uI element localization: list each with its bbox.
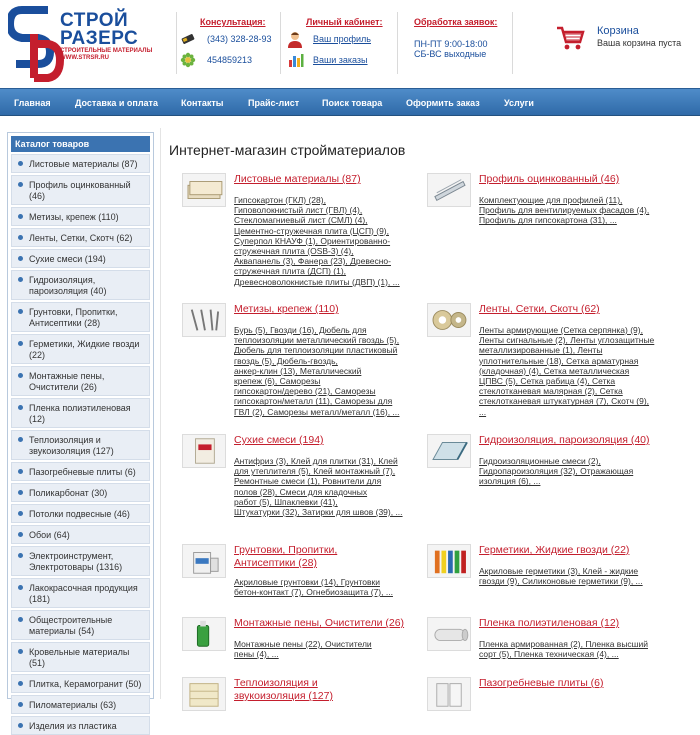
subcategory-line[interactable]: Аквапанель (3), Фанера (23), Древесно- bbox=[234, 256, 391, 267]
subcategory-line[interactable]: для утеплителя (5), Клей монтажный (7), bbox=[234, 466, 396, 477]
subcategory-line[interactable]: Ленты сигнальные (2), Ленты углозащитные bbox=[479, 335, 655, 346]
bullet-icon bbox=[18, 490, 23, 495]
category-title-link[interactable]: Листовые материалы (87) bbox=[234, 173, 361, 185]
subcategory-line[interactable]: крепеж (6), Саморезы bbox=[234, 376, 321, 387]
subcategory-line[interactable]: Профиль для гипсокартона (31), ... bbox=[479, 215, 617, 226]
sidebar-item-label: Поликарбонат (30) bbox=[29, 488, 108, 498]
subcategory-line[interactable]: Гидроизоляционные смеси (2), bbox=[479, 456, 601, 466]
sidebar-item-label: Пазогребневые плиты (6) bbox=[29, 467, 136, 477]
subcategory-links[interactable] bbox=[479, 325, 659, 417]
logo-url: WWW.STRSR.RU bbox=[60, 55, 109, 61]
subcategory-line[interactable]: Гидропароизоляция (32), Отражающая bbox=[479, 466, 634, 477]
site-logo[interactable] bbox=[8, 4, 158, 82]
sidebar-item-label: Герметики, Жидкие гвозди (22) bbox=[29, 339, 140, 360]
subcategory-links[interactable] bbox=[479, 639, 659, 659]
subcategory-line[interactable]: стружечная плита (OSB-3) (4), bbox=[234, 246, 354, 257]
bullet-icon bbox=[18, 235, 23, 240]
icq-icon bbox=[180, 52, 196, 68]
subcategory-line[interactable]: Суперпол КНАУФ (1), Ориентированно- bbox=[234, 235, 391, 246]
sidebar-item[interactable] bbox=[11, 716, 150, 735]
sidebar-item[interactable] bbox=[11, 207, 150, 226]
bullet-icon bbox=[18, 341, 23, 346]
sidebar-item[interactable] bbox=[11, 154, 150, 173]
sidebar-item[interactable] bbox=[11, 430, 150, 460]
subcategory-links[interactable] bbox=[479, 456, 659, 487]
cabinet-title: Личный кабинет: bbox=[306, 17, 383, 27]
sidebar-item[interactable] bbox=[11, 504, 150, 523]
nav-home[interactable]: Главная bbox=[14, 98, 51, 108]
logo-mark-icon bbox=[8, 4, 68, 82]
site-header bbox=[0, 0, 700, 88]
consult-title: Консультация: bbox=[200, 17, 266, 27]
weekend-hours: СБ-ВС выходные bbox=[414, 49, 487, 59]
sidebar-item[interactable] bbox=[11, 642, 150, 672]
subcategory-line[interactable]: Стекломагниевый лист (СМЛ) (4), bbox=[234, 215, 368, 226]
sidebar-item-label: Ленты, Сетки, Скотч (62) bbox=[29, 233, 133, 243]
subcategory-line[interactable]: Ремонтные смеси (1), Ровнители для bbox=[234, 476, 382, 487]
sidebar-item-label: Метизы, крепеж (110) bbox=[29, 212, 119, 222]
category-screws-icon[interactable] bbox=[182, 303, 226, 337]
category-bucket-icon[interactable] bbox=[182, 544, 226, 578]
category-title-link[interactable]: Герметики, Жидкие гвозди (22) bbox=[479, 544, 630, 556]
subcategory-line[interactable]: Антифриз (3), Клей для плитки (31), Клей bbox=[234, 456, 398, 466]
bullet-icon bbox=[18, 437, 23, 442]
subcategory-links[interactable] bbox=[234, 195, 414, 287]
sidebar-item-label: Гидроизоляция, пароизоляция (40) bbox=[29, 275, 107, 296]
bullet-icon bbox=[18, 309, 23, 314]
subcategory-line[interactable]: Профиль для вентилируемых фасадов (4), bbox=[479, 205, 650, 216]
nav-price-list[interactable]: Прайс-лист bbox=[248, 98, 300, 108]
nav-checkout[interactable]: Оформить заказ bbox=[406, 98, 480, 108]
sidebar-item[interactable] bbox=[11, 175, 150, 205]
logo-text-line1: СТРОЙ bbox=[60, 10, 129, 31]
bullet-icon bbox=[18, 214, 23, 219]
subcategory-line[interactable]: Цементно-стружечная плита (ЦСП) (9), bbox=[234, 225, 389, 236]
category-title-link[interactable]: Профиль оцинкованный (46) bbox=[479, 173, 620, 185]
sidebar-item-label: Потолки подвесные (46) bbox=[29, 509, 130, 519]
bullet-icon bbox=[18, 553, 23, 558]
subcategory-line[interactable]: Дюбель для теплоизоляции пластиковый bbox=[234, 345, 398, 356]
sidebar-item[interactable] bbox=[11, 334, 150, 364]
working-hours: ПН-ПТ 9:00-18:00 bbox=[414, 39, 488, 49]
subcategory-line[interactable]: Комплектующие для профилей (11), bbox=[479, 195, 623, 205]
sidebar-item[interactable] bbox=[11, 302, 150, 332]
subcategory-line[interactable]: Ленты армирующие (Сетка серпянка) (9), bbox=[479, 325, 643, 335]
subcategory-line[interactable]: теплоизоляции металлический гвоздь (5), bbox=[234, 335, 400, 346]
category-title-link[interactable]: Монтажные пены, Очистители (26) bbox=[234, 617, 405, 629]
order-processing-title: Обработка заявок: bbox=[414, 17, 498, 27]
category-title-link[interactable]: Пазогребневые плиты (6) bbox=[479, 677, 604, 689]
nav-delivery[interactable]: Доставка и оплата bbox=[75, 98, 158, 108]
cart-status: Ваша корзина пуста bbox=[597, 38, 682, 48]
sidebar-item[interactable] bbox=[11, 398, 150, 428]
cart-title[interactable]: Корзина bbox=[597, 25, 639, 37]
subcategory-line[interactable]: Монтажные пены (22), Очистители bbox=[234, 639, 372, 649]
subcategory-line[interactable]: гипсокартон/дерево (21), Саморезы bbox=[234, 386, 376, 397]
bullet-icon bbox=[18, 681, 23, 686]
sidebar-item-label: Монтажные пены, Очистители (26) bbox=[29, 371, 105, 392]
sidebar-item-label: Листовые материалы (87) bbox=[29, 159, 138, 169]
subcategory-line[interactable]: Пленка армированная (2), Пленка высший bbox=[479, 639, 648, 649]
category-title-link[interactable]: Пленка полиэтиленовая (12) bbox=[479, 617, 620, 629]
sidebar-item[interactable] bbox=[11, 270, 150, 300]
sidebar-item[interactable] bbox=[11, 228, 150, 247]
nav-search[interactable]: Поиск товара bbox=[322, 98, 383, 108]
category-title-link[interactable]: Грунтовки, Пропитки, Антисептики (28) bbox=[234, 544, 338, 569]
sidebar-item-label: Грунтовки, Пропитки, Антисептики (28) bbox=[29, 307, 118, 328]
subcategory-links[interactable] bbox=[479, 195, 659, 226]
bullet-icon bbox=[18, 617, 23, 622]
sidebar-item-label: Пиломатериалы (63) bbox=[29, 700, 117, 710]
category-title-link[interactable]: Ленты, Сетки, Скотч (62) bbox=[479, 303, 600, 315]
subcategory-line[interactable]: гвоздь (5), Дюбель-гвоздь, bbox=[234, 355, 338, 366]
subcategory-line[interactable]: ЦПВС (5), Сетка рабица (4), Сетка bbox=[479, 376, 616, 387]
subcategory-line[interactable]: металлизированные (1), Ленты bbox=[479, 345, 603, 356]
sidebar-item[interactable] bbox=[11, 249, 150, 268]
subcategory-line[interactable]: ГВЛ (2), Саморезы металл/металл (16), ... bbox=[234, 406, 400, 417]
bullet-icon bbox=[18, 532, 23, 537]
logo-tagline: СТРОИТЕЛЬНЫЕ МАТЕРИАЛЫ bbox=[60, 48, 153, 54]
subcategory-line[interactable]: работ (5), Шпаклевки (41), bbox=[234, 496, 338, 507]
orders-chart-icon bbox=[288, 52, 304, 68]
category-bag-icon[interactable] bbox=[182, 434, 226, 468]
sidebar-item[interactable] bbox=[11, 610, 150, 640]
bullet-icon bbox=[18, 161, 23, 166]
category-title-link[interactable]: Гидроизоляция, пароизоляция (40) bbox=[479, 434, 650, 446]
bullet-icon bbox=[18, 469, 23, 474]
bullet-icon bbox=[18, 723, 23, 728]
sidebar-item[interactable] bbox=[11, 525, 150, 544]
sidebar-item-label: Плитка, Керамогранит (50) bbox=[29, 679, 142, 689]
sidebar-item-label: Теплоизоляция и звукоизоляция (127) bbox=[29, 435, 114, 456]
sidebar-item-label: Общестроительные материалы (54) bbox=[29, 615, 113, 636]
subcategory-line[interactable]: Акриловые грунтовки (14), Грунтовки bbox=[234, 577, 380, 587]
user-icon bbox=[286, 30, 304, 48]
header-divider bbox=[512, 12, 513, 74]
category-membrane-icon[interactable] bbox=[427, 434, 471, 468]
subcategory-links[interactable] bbox=[234, 639, 414, 659]
bullet-icon bbox=[18, 511, 23, 516]
sidebar-item-label: Кровельные материалы (51) bbox=[29, 647, 130, 668]
sidebar-item-label: Электроинструмент, Электротовары (1316) bbox=[29, 551, 123, 572]
profile-link[interactable]: Ваш профиль bbox=[313, 34, 371, 44]
category-title-link[interactable]: Сухие смеси (194) bbox=[234, 434, 324, 446]
subcategory-line[interactable]: Бурь (5), Гвозди (16), Дюбель для bbox=[234, 325, 367, 335]
subcategory-line[interactable]: Гипсокартон (ГКЛ) (28), bbox=[234, 195, 326, 205]
bullet-icon bbox=[18, 373, 23, 378]
category-foam-icon[interactable] bbox=[182, 617, 226, 651]
category-title-link[interactable]: Метизы, крепеж (110) bbox=[234, 303, 339, 315]
subcategory-line[interactable]: уплотнительные (18), Сетка арматурная bbox=[479, 355, 639, 366]
logo-text-line2: РАЗЕРС bbox=[60, 28, 139, 49]
bullet-icon bbox=[18, 585, 23, 590]
subcategory-line[interactable]: ... bbox=[479, 406, 487, 417]
consult-icq[interactable]: 454859213 bbox=[207, 55, 253, 65]
bullet-icon bbox=[18, 182, 23, 187]
category-title-link[interactable]: Теплоизоляция и звукоизоляция (127) bbox=[234, 677, 333, 702]
subcategory-links[interactable] bbox=[479, 566, 659, 586]
bullet-icon bbox=[18, 649, 23, 654]
sidebar-item-label: Лакокрасочная продукция (181) bbox=[29, 583, 138, 604]
subcategory-line[interactable]: бетон-контакт (7), Огнебиозащита (7), ... bbox=[234, 587, 393, 598]
category-sealant-icon[interactable] bbox=[427, 544, 471, 578]
subcategory-line[interactable]: гипсокартон/металл (11), Саморезы для bbox=[234, 396, 393, 407]
subcategory-line[interactable]: пены (4), ... bbox=[234, 649, 279, 660]
category-profile-icon[interactable] bbox=[427, 173, 471, 207]
nav-services[interactable]: Услуги bbox=[504, 98, 534, 108]
subcategory-line[interactable]: стеклотканевая штукатурная (7), Скотч (9), bbox=[479, 396, 650, 407]
category-panel-icon[interactable] bbox=[427, 677, 471, 711]
header-divider bbox=[280, 12, 281, 74]
category-tape-icon[interactable] bbox=[427, 303, 471, 337]
subcategory-line[interactable]: Штукатурки (32), Затирки для швов (39), ... bbox=[234, 507, 403, 518]
subcategory-line[interactable]: изоляция (6), ... bbox=[479, 476, 541, 487]
catalog-title: Каталог товаров bbox=[11, 136, 150, 152]
phone-icon bbox=[180, 31, 196, 47]
nav-contacts[interactable]: Контакты bbox=[181, 98, 224, 108]
sidebar-item[interactable] bbox=[11, 695, 150, 714]
bullet-icon bbox=[18, 405, 23, 410]
sidebar-item-label: Изделия из пластика bbox=[29, 721, 117, 731]
subcategory-links[interactable] bbox=[234, 456, 414, 517]
bullet-icon bbox=[18, 256, 23, 261]
sidebar-item[interactable] bbox=[11, 578, 150, 608]
sidebar-item-label: Сухие смеси (194) bbox=[29, 254, 106, 264]
sidebar-item[interactable] bbox=[11, 546, 150, 576]
consult-phone[interactable]: (343) 328-28-93 bbox=[207, 34, 272, 44]
subcategory-line[interactable]: Гиповолокнистый лист (ГВЛ) (4), bbox=[234, 205, 363, 216]
subcategory-line[interactable]: гвозди (9), Силиконовые герметики (9), ... bbox=[479, 576, 643, 587]
header-divider bbox=[176, 12, 177, 74]
sidebar-item[interactable] bbox=[11, 462, 150, 481]
sidebar-item[interactable] bbox=[11, 366, 150, 396]
sidebar-item[interactable] bbox=[11, 483, 150, 502]
subcategory-line[interactable]: (кладочная) (4), Сетка металлическая bbox=[479, 365, 630, 376]
subcategory-line[interactable]: Древесноволокнистые плиты (ДВП) (1), ... bbox=[234, 276, 400, 287]
sidebar-item[interactable] bbox=[11, 674, 150, 693]
category-sheet-icon[interactable] bbox=[182, 173, 226, 207]
subcategory-links[interactable] bbox=[234, 577, 414, 597]
category-film-icon[interactable] bbox=[427, 617, 471, 651]
category-insulation-icon[interactable] bbox=[182, 677, 226, 711]
subcategory-line[interactable]: анкер-клин (13), Металлический bbox=[234, 365, 362, 376]
bullet-icon bbox=[18, 702, 23, 707]
subcategory-links[interactable] bbox=[234, 325, 414, 417]
orders-link[interactable]: Ваши заказы bbox=[313, 55, 368, 65]
sidebar-item-label: Пленка полиэтиленовая (12) bbox=[29, 403, 131, 424]
sidebar-item-label: Обои (64) bbox=[29, 530, 70, 540]
page-title: Интернет-магазин стройматериалов bbox=[169, 142, 406, 158]
catalog-sidebar bbox=[7, 132, 154, 731]
subcategory-line[interactable]: стружечная плита (ДСП) (1), bbox=[234, 266, 347, 277]
subcategory-line[interactable]: стеклотканевая малярная (2), Сетка bbox=[479, 386, 623, 397]
sidebar-item-label: Профиль оцинкованный (46) bbox=[29, 180, 131, 201]
cart-icon[interactable] bbox=[555, 22, 585, 52]
bullet-icon bbox=[18, 277, 23, 282]
header-divider bbox=[397, 12, 398, 74]
main-navigation bbox=[0, 88, 700, 116]
subcategory-line[interactable]: Акриловые герметики (3), Клей - жидкие bbox=[479, 566, 639, 576]
subcategory-line[interactable]: полов (28), Смеси для кладочных bbox=[234, 486, 368, 497]
subcategory-line[interactable]: сорт (5), Пленка техническая (4), ... bbox=[479, 649, 619, 660]
